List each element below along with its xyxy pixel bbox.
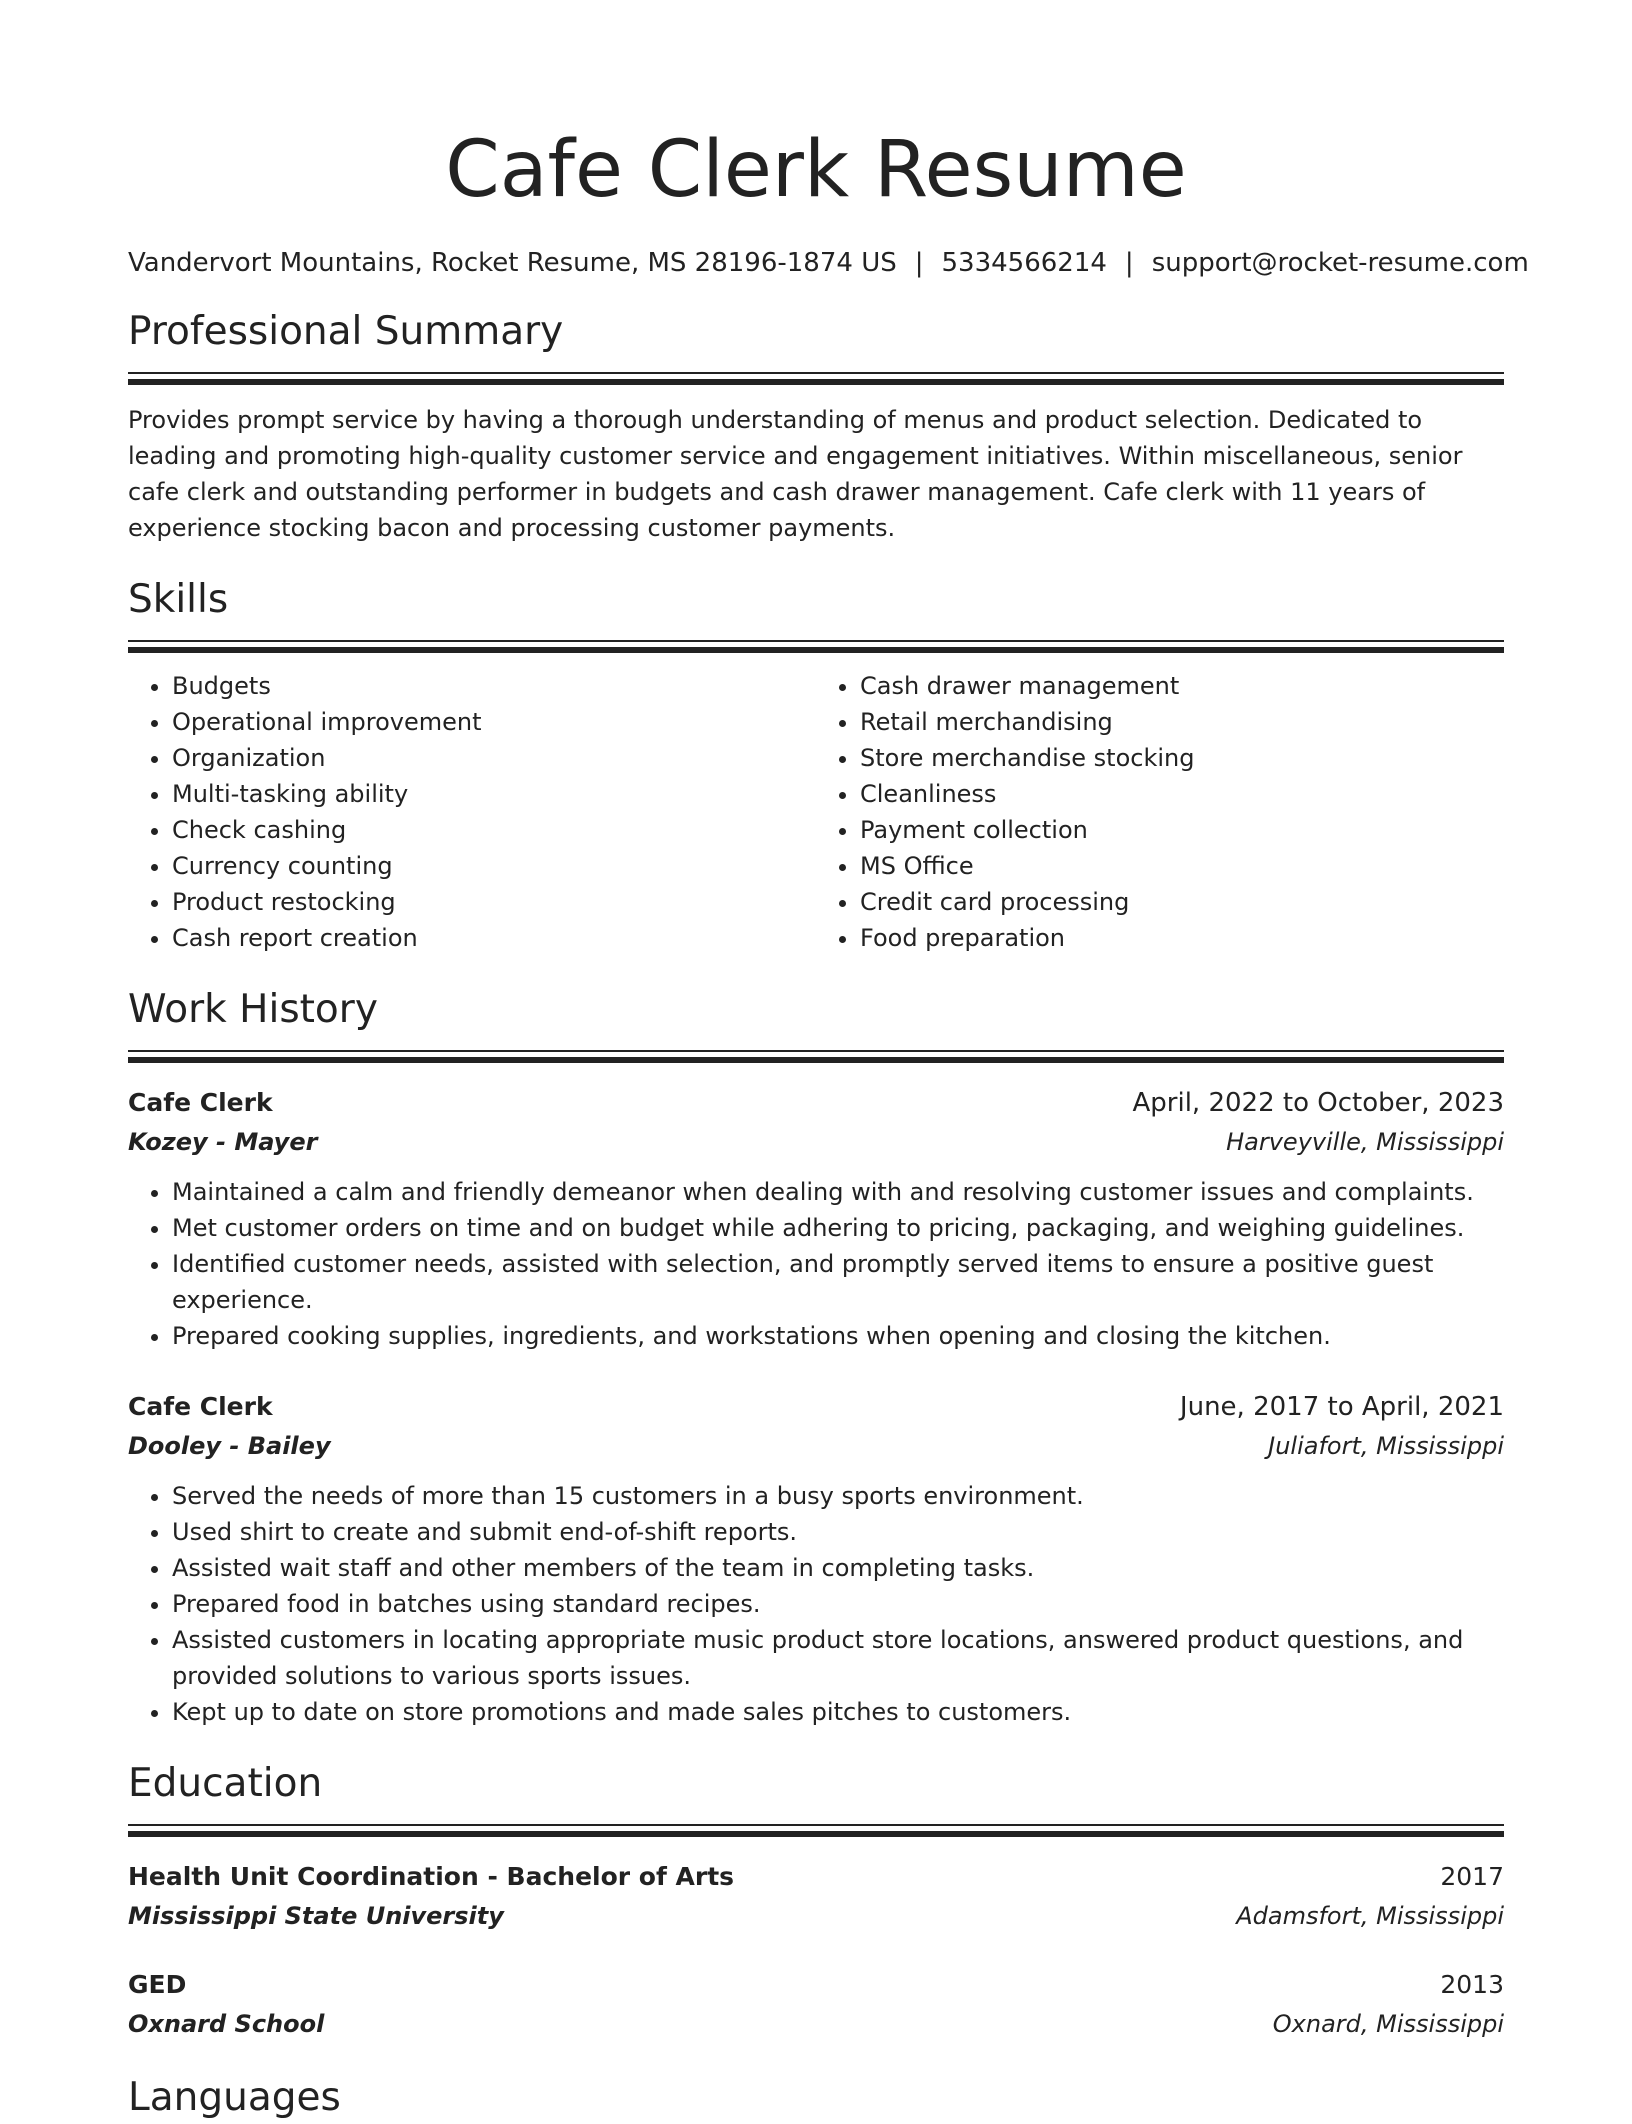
skill-item: • Cash report creation: [172, 920, 816, 956]
skill-item: • Product restocking: [172, 884, 816, 920]
resume-title: Cafe Clerk Resume: [445, 125, 1187, 215]
duty-item: • Assisted customers in locating appropriate music product store locations, answered product questions, and provided solutions to various sports issues.: [172, 1622, 1504, 1694]
school-location: Oxnard, Mississippi: [1272, 2010, 1504, 2038]
company-name: Dooley - Bailey: [128, 1432, 331, 1460]
duty-item: • Kept up to date on store promotions and made sales pitches to customers.: [172, 1694, 1504, 1730]
company-name: Kozey - Mayer: [128, 1128, 318, 1156]
contact-address: Vandervort Mountains, Rocket Resume, MS 28196-1874 US: [128, 248, 897, 278]
section-divider: [128, 1824, 1504, 1838]
duty-item: • Maintained a calm and friendly demeanor when dealing with and resolving customer issues and complaints.: [172, 1174, 1504, 1210]
contact-phone: 5334566214: [941, 248, 1107, 278]
skills-columns: [128, 668, 1504, 956]
degree-name: Health Unit Coordination - Bachelor of Arts: [128, 1862, 735, 1891]
section-heading: Languages: [128, 2075, 341, 2120]
skill-item: • Cash drawer management: [860, 668, 1504, 704]
graduation-year: 2017: [1440, 1862, 1504, 1891]
duty-item: • Identified customer needs, assisted with selection, and promptly served items to ensure a positive guest experience.: [172, 1246, 1504, 1318]
summary-text: Provides prompt service by having a thorough understanding of menus and product selection. Dedicated to leading and promoting high-quality customer service and engagement initiatives. Within miscellaneous, senior cafe clerk and outstanding performer in budgets and cash drawer management. Cafe clerk with 11 years of experience stocking bacon and processing customer payments.: [128, 406, 1463, 542]
duties-list: [128, 1174, 1504, 1354]
section-divider: [128, 1050, 1504, 1064]
skill-item: • Store merchandise stocking: [860, 740, 1504, 776]
duties-list: [128, 1478, 1504, 1730]
duty-item: • Met customer orders on time and on budget while adhering to pricing, packaging, and weighing guidelines.: [172, 1210, 1504, 1246]
skill-item: • Check cashing: [172, 812, 816, 848]
work-history-section: [128, 984, 1504, 1730]
contact-email: support@rocket-resume.com: [1151, 248, 1529, 278]
skill-item: • Food preparation: [860, 920, 1504, 956]
job-location: Juliafort, Mississippi: [1268, 1432, 1504, 1460]
education-entry: [128, 1858, 1504, 1936]
duty-item: • Prepared cooking supplies, ingredients, and workstations when opening and closing the kitchen.: [172, 1318, 1504, 1354]
section-divider: [128, 372, 1504, 386]
professional-summary-section: [128, 306, 1504, 546]
skill-item: • Retail merchandising: [860, 704, 1504, 740]
section-heading: Professional Summary: [128, 309, 564, 354]
skill-item: • Multi-tasking ability: [172, 776, 816, 812]
contact-separator: |: [1124, 248, 1134, 278]
degree-name: GED: [128, 1970, 187, 1999]
graduation-year: 2013: [1440, 1970, 1504, 1999]
job-entry: [128, 1084, 1504, 1354]
education-section: [128, 1758, 1504, 2044]
section-heading: Work History: [128, 987, 378, 1032]
contact-separator: |: [914, 248, 924, 278]
job-entry: [128, 1388, 1504, 1730]
job-location: Harveyville, Mississippi: [1226, 1128, 1504, 1156]
skills-section: [128, 574, 1504, 956]
job-title: Cafe Clerk: [128, 1088, 273, 1117]
languages-section: [128, 2072, 1504, 2124]
duty-item: • Assisted wait staff and other members of the team in completing tasks.: [172, 1550, 1504, 1586]
school-name: Oxnard School: [128, 2010, 325, 2038]
section-divider: [128, 640, 1504, 654]
job-title: Cafe Clerk: [128, 1392, 273, 1421]
skill-item: • Budgets: [172, 668, 816, 704]
contact-line: [128, 248, 1529, 278]
duty-item: • Used shirt to create and submit end-of-shift reports.: [172, 1514, 1504, 1550]
duty-item: • Prepared food in batches using standard recipes.: [172, 1586, 1504, 1622]
school-name: Mississippi State University: [128, 1902, 504, 1930]
education-entry: [128, 1966, 1504, 2044]
duty-item: • Served the needs of more than 15 customers in a busy sports environment.: [172, 1478, 1504, 1514]
skills-list-right: [816, 668, 1504, 956]
skill-item: • MS Office: [860, 848, 1504, 884]
skill-item: • Credit card processing: [860, 884, 1504, 920]
skills-list-left: [128, 668, 816, 956]
skill-item: • Currency counting: [172, 848, 816, 884]
skill-item: • Organization: [172, 740, 816, 776]
section-heading: Skills: [128, 577, 229, 622]
section-heading: Education: [128, 1761, 323, 1806]
job-dates: June, 2017 to April, 2021: [1179, 1392, 1504, 1422]
school-location: Adamsfort, Mississippi: [1236, 1902, 1504, 1930]
skill-item: • Cleanliness: [860, 776, 1504, 812]
skill-item: • Payment collection: [860, 812, 1504, 848]
skill-item: • Operational improvement: [172, 704, 816, 740]
job-dates: April, 2022 to October, 2023: [1132, 1088, 1504, 1118]
